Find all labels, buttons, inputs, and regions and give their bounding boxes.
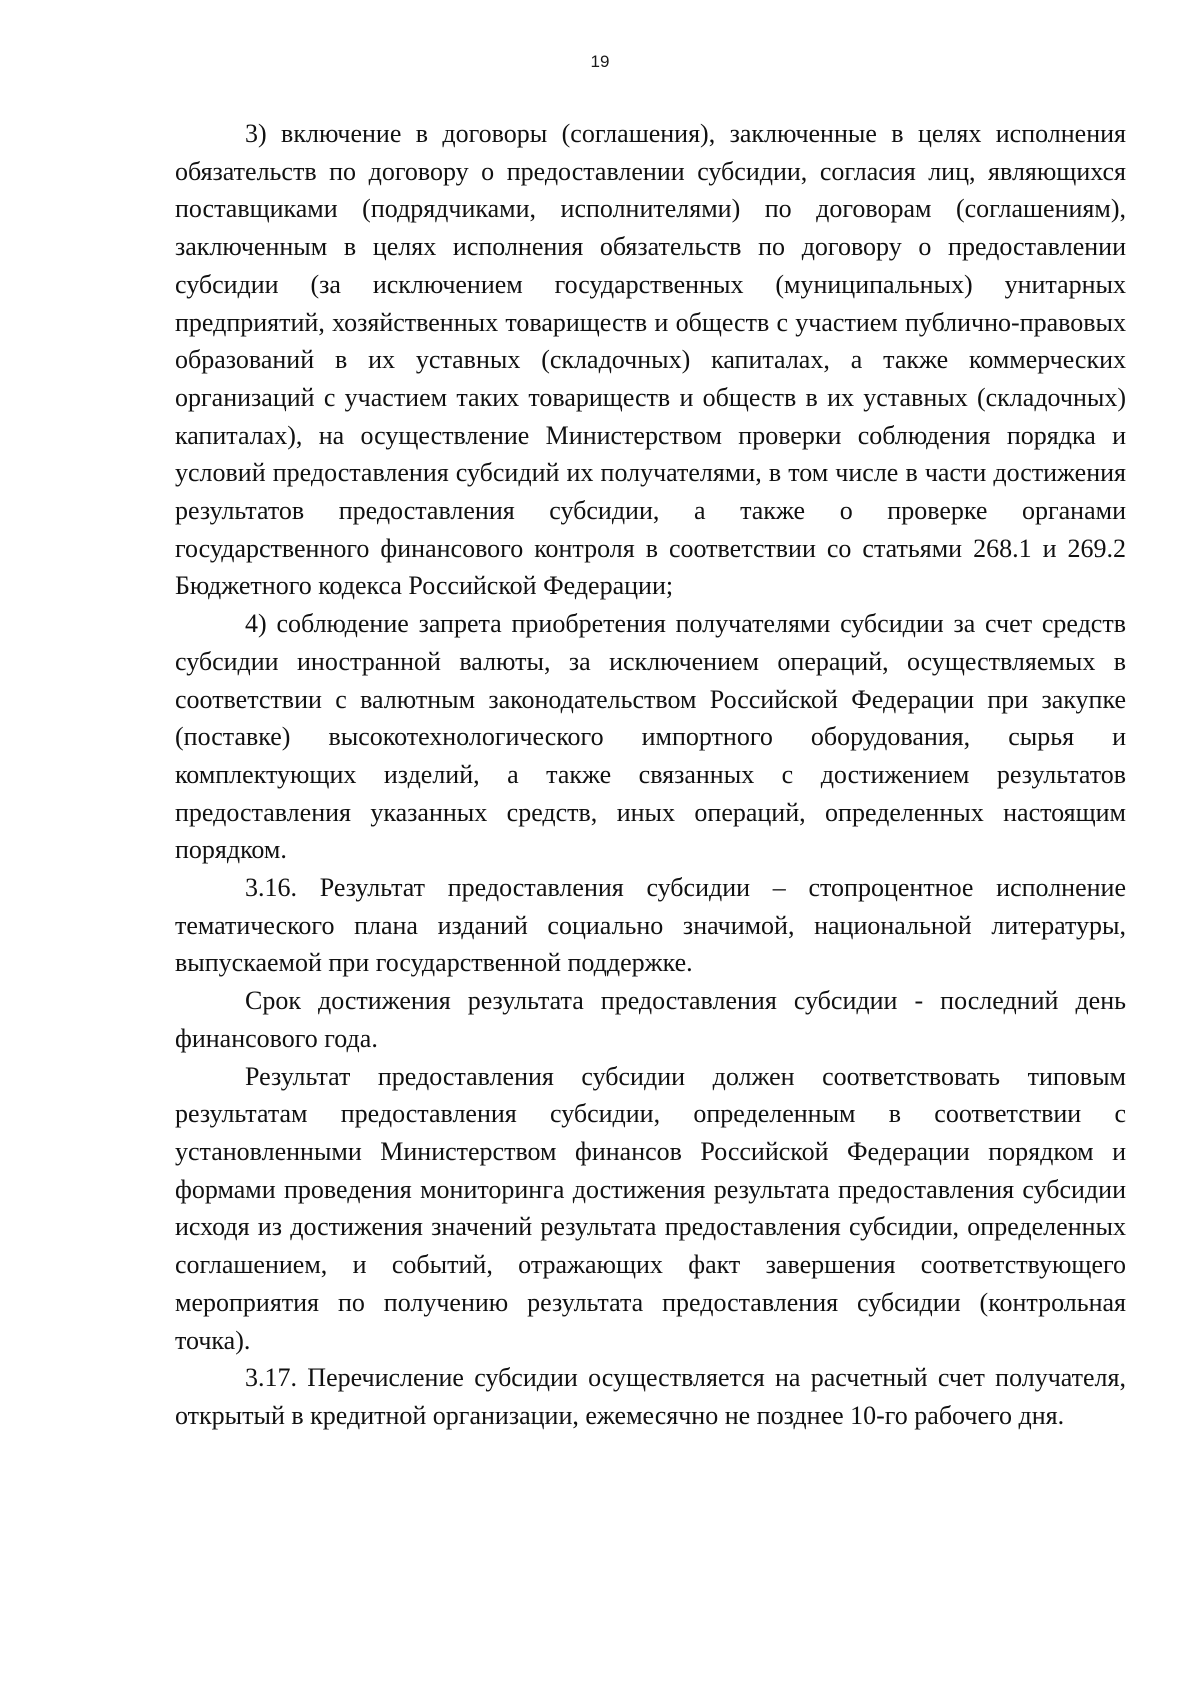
- paragraph-deadline: Срок достижения результата предоставления субсидии - последний день финансового года.: [175, 986, 1126, 1053]
- paragraph-section-3-16: 3.16. Результат предоставления субсидии – стопроцентное исполнение тематического плана изданий социально значимой, национальной литературы, выпускаемой при государственной поддержке.: [175, 873, 1126, 978]
- page-number: 19: [590, 52, 610, 71]
- document-body: [175, 115, 1126, 1435]
- paragraph-section-3-17: 3.17. Перечисление субсидии осуществляется на расчетный счет получателя, открытый в кредитной организации, ежемесячно не позднее 10-го рабочего дня.: [175, 1363, 1126, 1430]
- paragraph-item-3: 3) включение в договоры (соглашения), заключенные в целях исполнения обязательств по договору о предоставлении субсидии, согласия лиц, являющихся поставщиками (подрядчиками, исполнителями) по договорам (соглашениям), заключенным в целях исполнения обязательств по договору о предоставлении субсидии (за исключением государственных (муниципальных) унитарных предприятий, хозяйственных товариществ и обществ с участием публично-правовых образований в их уставных (складочных) капиталах, а также коммерческих организаций с участием таких товариществ и обществ в их уставных (складочных) капиталах), на осуществление Министерством проверки соблюдения порядка и условий предоставления субсидий их получателями, в том числе в части достижения результатов предоставления субсидии, а также о проверке органами государственного финансового контроля в соответствии со статьями 268.1 и 269.2 Бюджетного кодекса Российской Федерации;: [175, 119, 1126, 601]
- paragraph-item-4: 4) соблюдение запрета приобретения получателями субсидии за счет средств субсидии иностранной валюты, за исключением операций, осуществляемых в соответствии с валютным законодательством Российской Федерации при закупке (поставке) высокотехнологического импортного оборудования, сырья и комплектующих изделий, а также связанных с достижением результатов предоставления указанных средств, иных операций, определенных настоящим порядком.: [175, 609, 1126, 865]
- paragraph-result-requirements: Результат предоставления субсидии должен соответствовать типовым результатам предоставления субсидии, определенным в соответствии с установленными Министерством финансов Российской Федерации порядком и формами проведения мониторинга достижения результата предоставления субсидии исходя из достижения значений результата предоставления субсидии, определенных соглашением, и событий, отражающих факт завершения соответствующего мероприятия по получению результата предоставления субсидии (контрольная точка).: [175, 1061, 1126, 1355]
